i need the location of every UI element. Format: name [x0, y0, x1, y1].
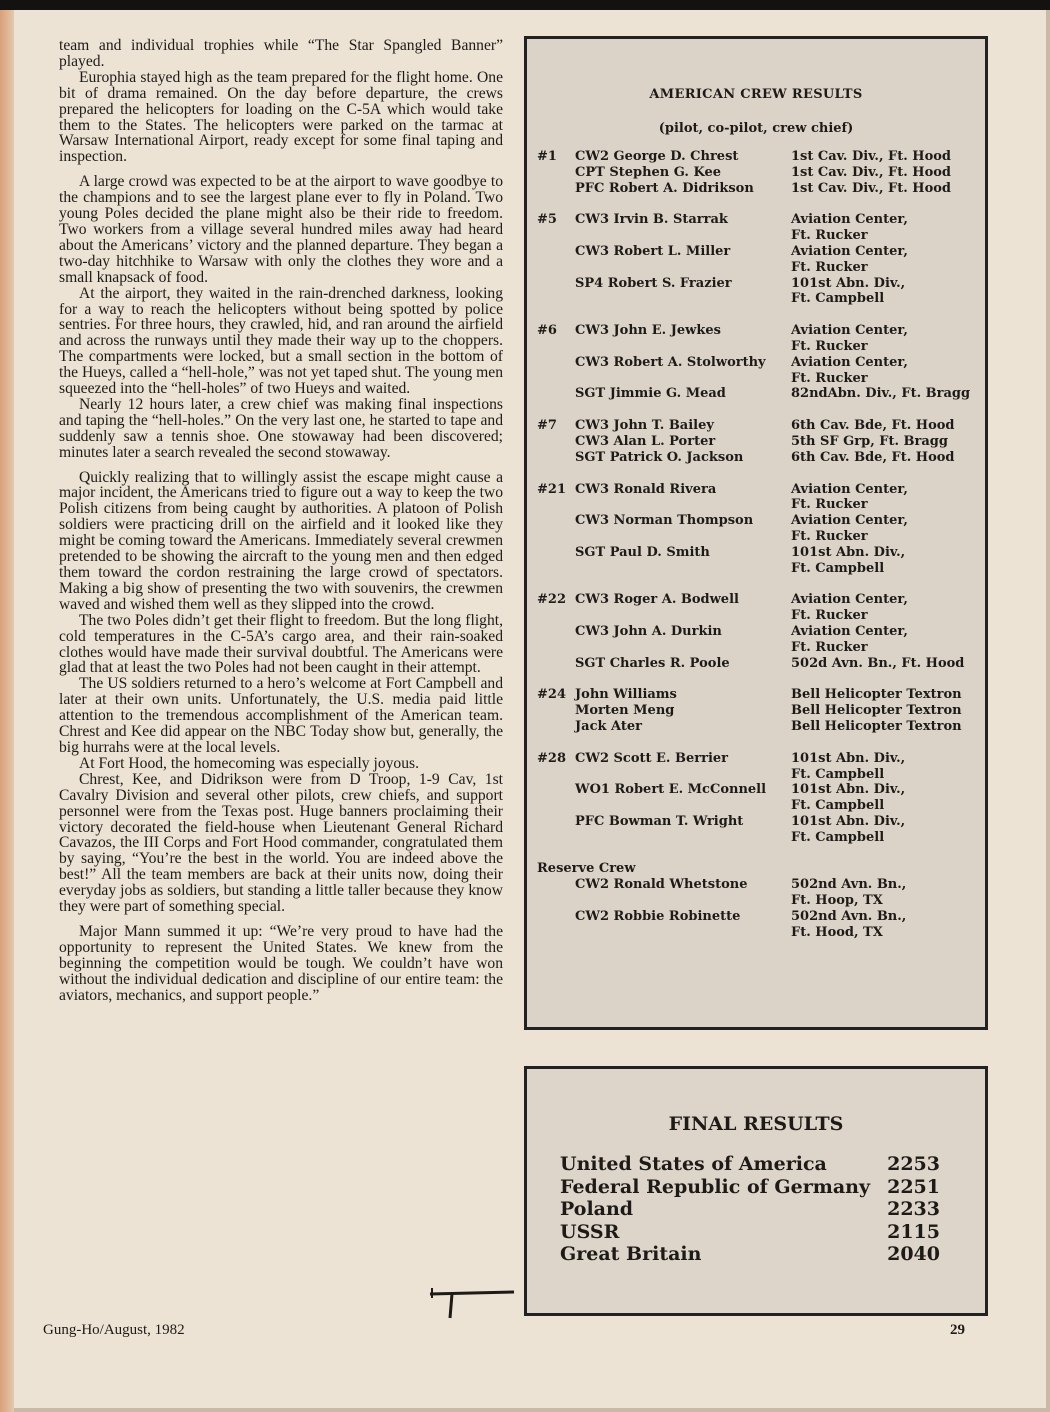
unit-line: Ft. Campbell	[791, 291, 885, 307]
crew-member-unit	[791, 592, 977, 624]
crew-member	[575, 751, 977, 783]
crew-member	[575, 513, 977, 545]
unit-line: Aviation Center,	[791, 323, 908, 339]
unit-line: 82ndAbn. Div., Ft. Bragg	[791, 386, 971, 402]
publication-footer: Gung-Ho/August, 1982	[43, 1322, 185, 1338]
article-paragraph: The US soldiers returned to a hero’s welcome at Fort Campbell and later at their own units. Unfortunately, the U.S. media paid little attention to the tremendous accomplishment of the American team. Chrest and Kee did appear on the NBC Today show but, generally, the big hurrahs were at the local levels.	[59, 675, 503, 756]
final-result-row	[560, 1221, 940, 1244]
crew-member-name: CW2 Robbie Robinette	[575, 908, 741, 924]
crew-member	[575, 719, 977, 735]
article-paragraph: team and individual trophies while “The Star Spangled Banner” played.	[59, 37, 503, 70]
final-result-row	[560, 1176, 940, 1199]
crew-member	[575, 181, 977, 197]
article-paragraph: Europhia stayed high as the team prepared for the flight home. One bit of drama remained. On the day before departure, the crews prepared the helicopters for loading on the C-5A which would take them to the States. The helicopters were parked on the tarmac at Warsaw International Airport, ready except for some final taping and inspection.	[59, 68, 503, 166]
page-left-edge	[0, 10, 14, 1412]
final-results-table	[560, 1153, 940, 1266]
country-score: 2233	[887, 1198, 940, 1220]
crew-member-name: SGT Paul D. Smith	[575, 544, 710, 560]
crew-member	[575, 814, 977, 846]
crew-member-name: John Williams	[575, 687, 677, 703]
reserve-crew	[537, 877, 977, 940]
final-result-row	[560, 1243, 940, 1266]
unit-line: 1st Cav. Div., Ft. Hood	[791, 164, 951, 180]
unit-line: Ft. Hoop, TX	[791, 893, 883, 909]
crew-member-name: CW2 Ronald Whetstone	[575, 877, 748, 893]
article-paragraph: Nearly 12 hours later, a crew chief was making final inspections and taping the “hell-holes.” On the very last one, he started to tape and suddenly saw a tennis shoe. One stowaway had been discovered; minutes later a search revealed the second stowaway.	[59, 395, 503, 461]
crew-member-name: CW3 Ronald Rivera	[575, 481, 717, 497]
final-results-title: FINAL RESULTS	[668, 1113, 844, 1135]
unit-line: 502nd Avn. Bn.,	[791, 877, 907, 893]
crew-member-unit	[791, 355, 977, 387]
crew-number: #28	[537, 750, 566, 766]
unit-line: 101st Abn. Div.,	[791, 750, 906, 766]
crew-member-name: Jack Ater	[575, 718, 643, 734]
crew-member	[575, 545, 977, 577]
article-paragraph: At the airport, they waited in the rain-drenched darkness, looking for a way to reach the helicopters without being spotted by police sentries. For three hours, they crawled, hid, and ran around the airfield and across the runways until they made their way up to the choppers. The compartments were locked, but a small section in the bottom of the Hueys, called a “hell-hole,” was not yet taped shut. The young men squeezed into the “hell-holes” of two Hueys and waited.	[59, 284, 503, 398]
reserve-crew-label: Reserve Crew	[537, 861, 636, 877]
crew-member	[575, 656, 977, 672]
country-name: USSR	[560, 1220, 620, 1243]
crew-member-name: CW3 John A. Durkin	[575, 623, 722, 639]
unit-line: 101st Abn. Div.,	[791, 275, 906, 291]
article-paragraph: Major Mann summed it up: “We’re very proud to have had the opportunity to represent the United States. We knew from the beginning the competition would be tough. We couldn’t have won without the individual dedication and discipline of our entire team: the aviators, mechanics, and support people.”	[59, 922, 503, 1004]
crew-member-unit	[791, 212, 977, 244]
crew-member-name: CW3 Irvin B. Starrak	[575, 212, 728, 228]
unit-line: Ft. Campbell	[791, 798, 885, 814]
final-result-row	[560, 1153, 940, 1176]
crew-number: #5	[537, 212, 557, 228]
crew-member-unit	[791, 719, 977, 735]
unit-line: Aviation Center,	[791, 513, 908, 529]
crew-results-subtitle: (pilot, co-pilot, crew chief)	[658, 121, 854, 136]
crew-member-unit	[791, 656, 977, 672]
crew-team	[537, 482, 977, 577]
crew-member-unit	[791, 545, 977, 577]
crew-member	[575, 450, 977, 466]
crew-member-name: CW3 Robert A. Stolworthy	[575, 354, 766, 370]
crew-member-unit	[791, 434, 977, 450]
final-results-box	[524, 1066, 988, 1316]
crew-team	[537, 592, 977, 671]
crew-team	[537, 323, 977, 402]
crew-member	[575, 782, 977, 814]
crew-member-name: CW3 Norman Thompson	[575, 513, 754, 529]
crew-member	[575, 276, 977, 308]
crew-member-unit	[791, 165, 977, 181]
article-paragraph: At Fort Hood, the homecoming was especially joyous.	[79, 754, 419, 772]
crew-number: #6	[537, 323, 557, 339]
crew-member-name: CW3 John T. Bailey	[575, 418, 714, 434]
country-score: 2251	[887, 1175, 940, 1198]
crew-member	[575, 355, 977, 387]
country-score: 2253	[887, 1153, 940, 1175]
crew-member	[575, 418, 977, 434]
article-paragraph: A large crowd was expected to be at the airport to wave goodbye to the champions and to see the largest plane ever to fly in Poland. Two young Poles decided the plane might also be their ride to freedom. Two workers from a village several hundred miles away had heard about the Americans’ victory and the planned departure. They began a two-day hitchhike to Warsaw with only the clothes they wore and a small knapsack of food.	[59, 173, 503, 286]
crew-member-unit	[791, 687, 977, 703]
crew-member-unit	[791, 244, 977, 276]
crew-member	[575, 434, 977, 450]
crew-member-unit	[791, 814, 977, 846]
crew-member-unit	[791, 418, 977, 434]
crew-member	[575, 482, 977, 514]
crew-member-name: PFC Bowman T. Wright	[575, 813, 744, 829]
crew-member-unit	[791, 751, 977, 783]
unit-line: 5th SF Grp, Ft. Bragg	[791, 433, 948, 449]
unit-line: Ft. Rucker	[791, 608, 868, 624]
unit-line: Ft. Campbell	[791, 766, 885, 782]
crew-member	[575, 212, 977, 244]
crew-member-name: CW2 Scott E. Berrier	[575, 750, 729, 766]
unit-line: 502nd Avn. Bn.,	[791, 908, 907, 924]
crew-number: #1	[537, 149, 557, 164]
crew-member-name: Morten Meng	[575, 703, 675, 719]
unit-line: Ft. Campbell	[791, 829, 885, 845]
crew-member-unit	[791, 703, 977, 719]
crew-member-unit	[791, 276, 977, 308]
crew-list	[537, 149, 977, 940]
unit-line: 6th Cav. Bde, Ft. Hood	[791, 449, 955, 465]
unit-line: Bell Helicopter Textron	[791, 687, 962, 703]
unit-line: Ft. Rucker	[791, 370, 868, 386]
crew-member-name: CW2 George D. Chrest	[575, 149, 739, 164]
unit-line: Bell Helicopter Textron	[791, 718, 962, 734]
article-column	[59, 38, 503, 1003]
end-mark-icon	[428, 1280, 518, 1320]
crew-team	[537, 212, 977, 307]
crew-member-unit	[791, 149, 977, 165]
unit-line: Aviation Center,	[791, 354, 908, 370]
unit-line: 1st Cav. Div., Ft. Hood	[791, 180, 951, 196]
unit-line: 101st Abn. Div.,	[791, 813, 906, 829]
crew-team	[537, 751, 977, 846]
crew-member	[575, 386, 977, 402]
unit-line: 101st Abn. Div.,	[791, 782, 906, 798]
unit-line: Ft. Rucker	[791, 639, 868, 655]
crew-member	[575, 909, 977, 941]
country-score: 2040	[887, 1243, 940, 1265]
crew-member	[575, 244, 977, 276]
page-top-edge	[0, 0, 1050, 10]
unit-line: Ft. Rucker	[791, 497, 868, 513]
crew-member-name: PFC Robert A. Didrikson	[575, 180, 754, 196]
unit-line: Aviation Center,	[791, 592, 908, 608]
crew-member-unit	[791, 513, 977, 545]
unit-line: 1st Cav. Div., Ft. Hood	[791, 149, 951, 164]
crew-member-unit	[791, 450, 977, 466]
article-paragraph: The two Poles didn’t get their flight to freedom. But the long flight, cold temperatures in the C-5A’s cargo area, and their rain-soaked clothes would have made their survival doubtful. The Americans were glad that at least the two Poles had not been caught in their attempt.	[59, 611, 503, 677]
crew-member-unit	[791, 482, 977, 514]
crew-member-name: CW3 John E. Jewkes	[575, 323, 721, 339]
unit-line: Aviation Center,	[791, 623, 908, 639]
unit-line: Ft. Rucker	[791, 259, 868, 275]
crew-member-unit	[791, 909, 977, 941]
crew-member-unit	[791, 181, 977, 197]
crew-member	[575, 592, 977, 624]
country-name: United States of America	[560, 1153, 827, 1175]
crew-member-unit	[791, 624, 977, 656]
crew-member-name: SP4 Robert S. Frazier	[575, 275, 732, 291]
crew-member-name: CW3 Roger A. Bodwell	[575, 592, 739, 608]
crew-member	[575, 624, 977, 656]
crew-member	[575, 877, 977, 909]
crew-results-title: AMERICAN CREW RESULTS	[649, 87, 863, 102]
unit-line: Ft. Rucker	[791, 228, 868, 244]
final-result-row	[560, 1198, 940, 1221]
crew-member-name: CPT Stephen G. Kee	[575, 164, 722, 180]
crew-member-name: CW3 Alan L. Porter	[575, 433, 716, 449]
unit-line: Ft. Rucker	[791, 338, 868, 354]
crew-member-name: SGT Jimmie G. Mead	[575, 386, 726, 402]
crew-number: #24	[537, 687, 566, 703]
article-paragraph: Chrest, Kee, and Didrikson were from D Troop, 1-9 Cav, 1st Cavalry Division and several other pilots, crew chiefs, and support personnel were from the Texas post. Huge banners proclaiming their victory decorated the field-house when Lieutenant General Richard Cavazos, the III Corps and Fort Hood commander, congratulated them by saying, “You’re the best in the world. You are indeed above the best!” All the team members are back at their units now, doing their everyday jobs as soldiers, but standing a little taller because they know they were part of something special.	[59, 770, 503, 916]
unit-line: Ft. Hood, TX	[791, 924, 883, 940]
country-name: Great Britain	[560, 1243, 702, 1265]
unit-line: Aviation Center,	[791, 243, 908, 259]
crew-number: #21	[537, 481, 566, 497]
crew-team	[537, 149, 977, 196]
crew-number: #22	[537, 592, 566, 608]
crew-member-unit	[791, 386, 977, 402]
crew-member-name: CW3 Robert L. Miller	[575, 243, 731, 259]
crew-member-name: SGT Patrick O. Jackson	[575, 449, 744, 465]
american-crew-results-box	[524, 36, 988, 1030]
unit-line: Bell Helicopter Textron	[791, 703, 962, 719]
unit-line: 502d Avn. Bn., Ft. Hood	[791, 655, 965, 671]
crew-member-unit	[791, 877, 977, 909]
crew-number: #7	[537, 418, 557, 434]
crew-member	[575, 165, 977, 181]
country-score: 2115	[887, 1220, 940, 1243]
crew-member-unit	[791, 782, 977, 814]
unit-line: Aviation Center,	[791, 481, 908, 497]
crew-team	[537, 687, 977, 734]
crew-member	[575, 323, 977, 355]
crew-member	[575, 687, 977, 703]
crew-member	[575, 149, 977, 165]
unit-line: Aviation Center,	[791, 212, 908, 228]
country-name: Federal Republic of Germany	[560, 1175, 871, 1198]
article-paragraph: Quickly realizing that to willingly assist the escape might cause a major incident, the Americans tried to figure out a way to keep the two Polish citizens from being caught by authorities. A platoon of Polish soldiers were practicing drill on the airfield and it looked like they might be coming toward the Americans. Immediately several crewmen pretended to be showing the aircraft to the young men and then edged them toward the cordon restraining the large crowd of spectators. Making a big show of presenting the two with souvenirs, the crewmen waved and wished them well as they slipped into the crowd.	[59, 468, 503, 613]
crew-member-unit	[791, 323, 977, 355]
unit-line: 6th Cav. Bde, Ft. Hood	[791, 418, 955, 434]
page-number: 29	[950, 1322, 965, 1338]
crew-member-name: SGT Charles R. Poole	[575, 655, 730, 671]
country-name: Poland	[560, 1198, 634, 1220]
crew-team	[537, 418, 977, 465]
unit-line: 101st Abn. Div.,	[791, 544, 906, 560]
unit-line: Ft. Rucker	[791, 528, 868, 544]
unit-line: Ft. Campbell	[791, 560, 885, 576]
crew-member	[575, 703, 977, 719]
crew-member-name: WO1 Robert E. McConnell	[575, 782, 767, 798]
